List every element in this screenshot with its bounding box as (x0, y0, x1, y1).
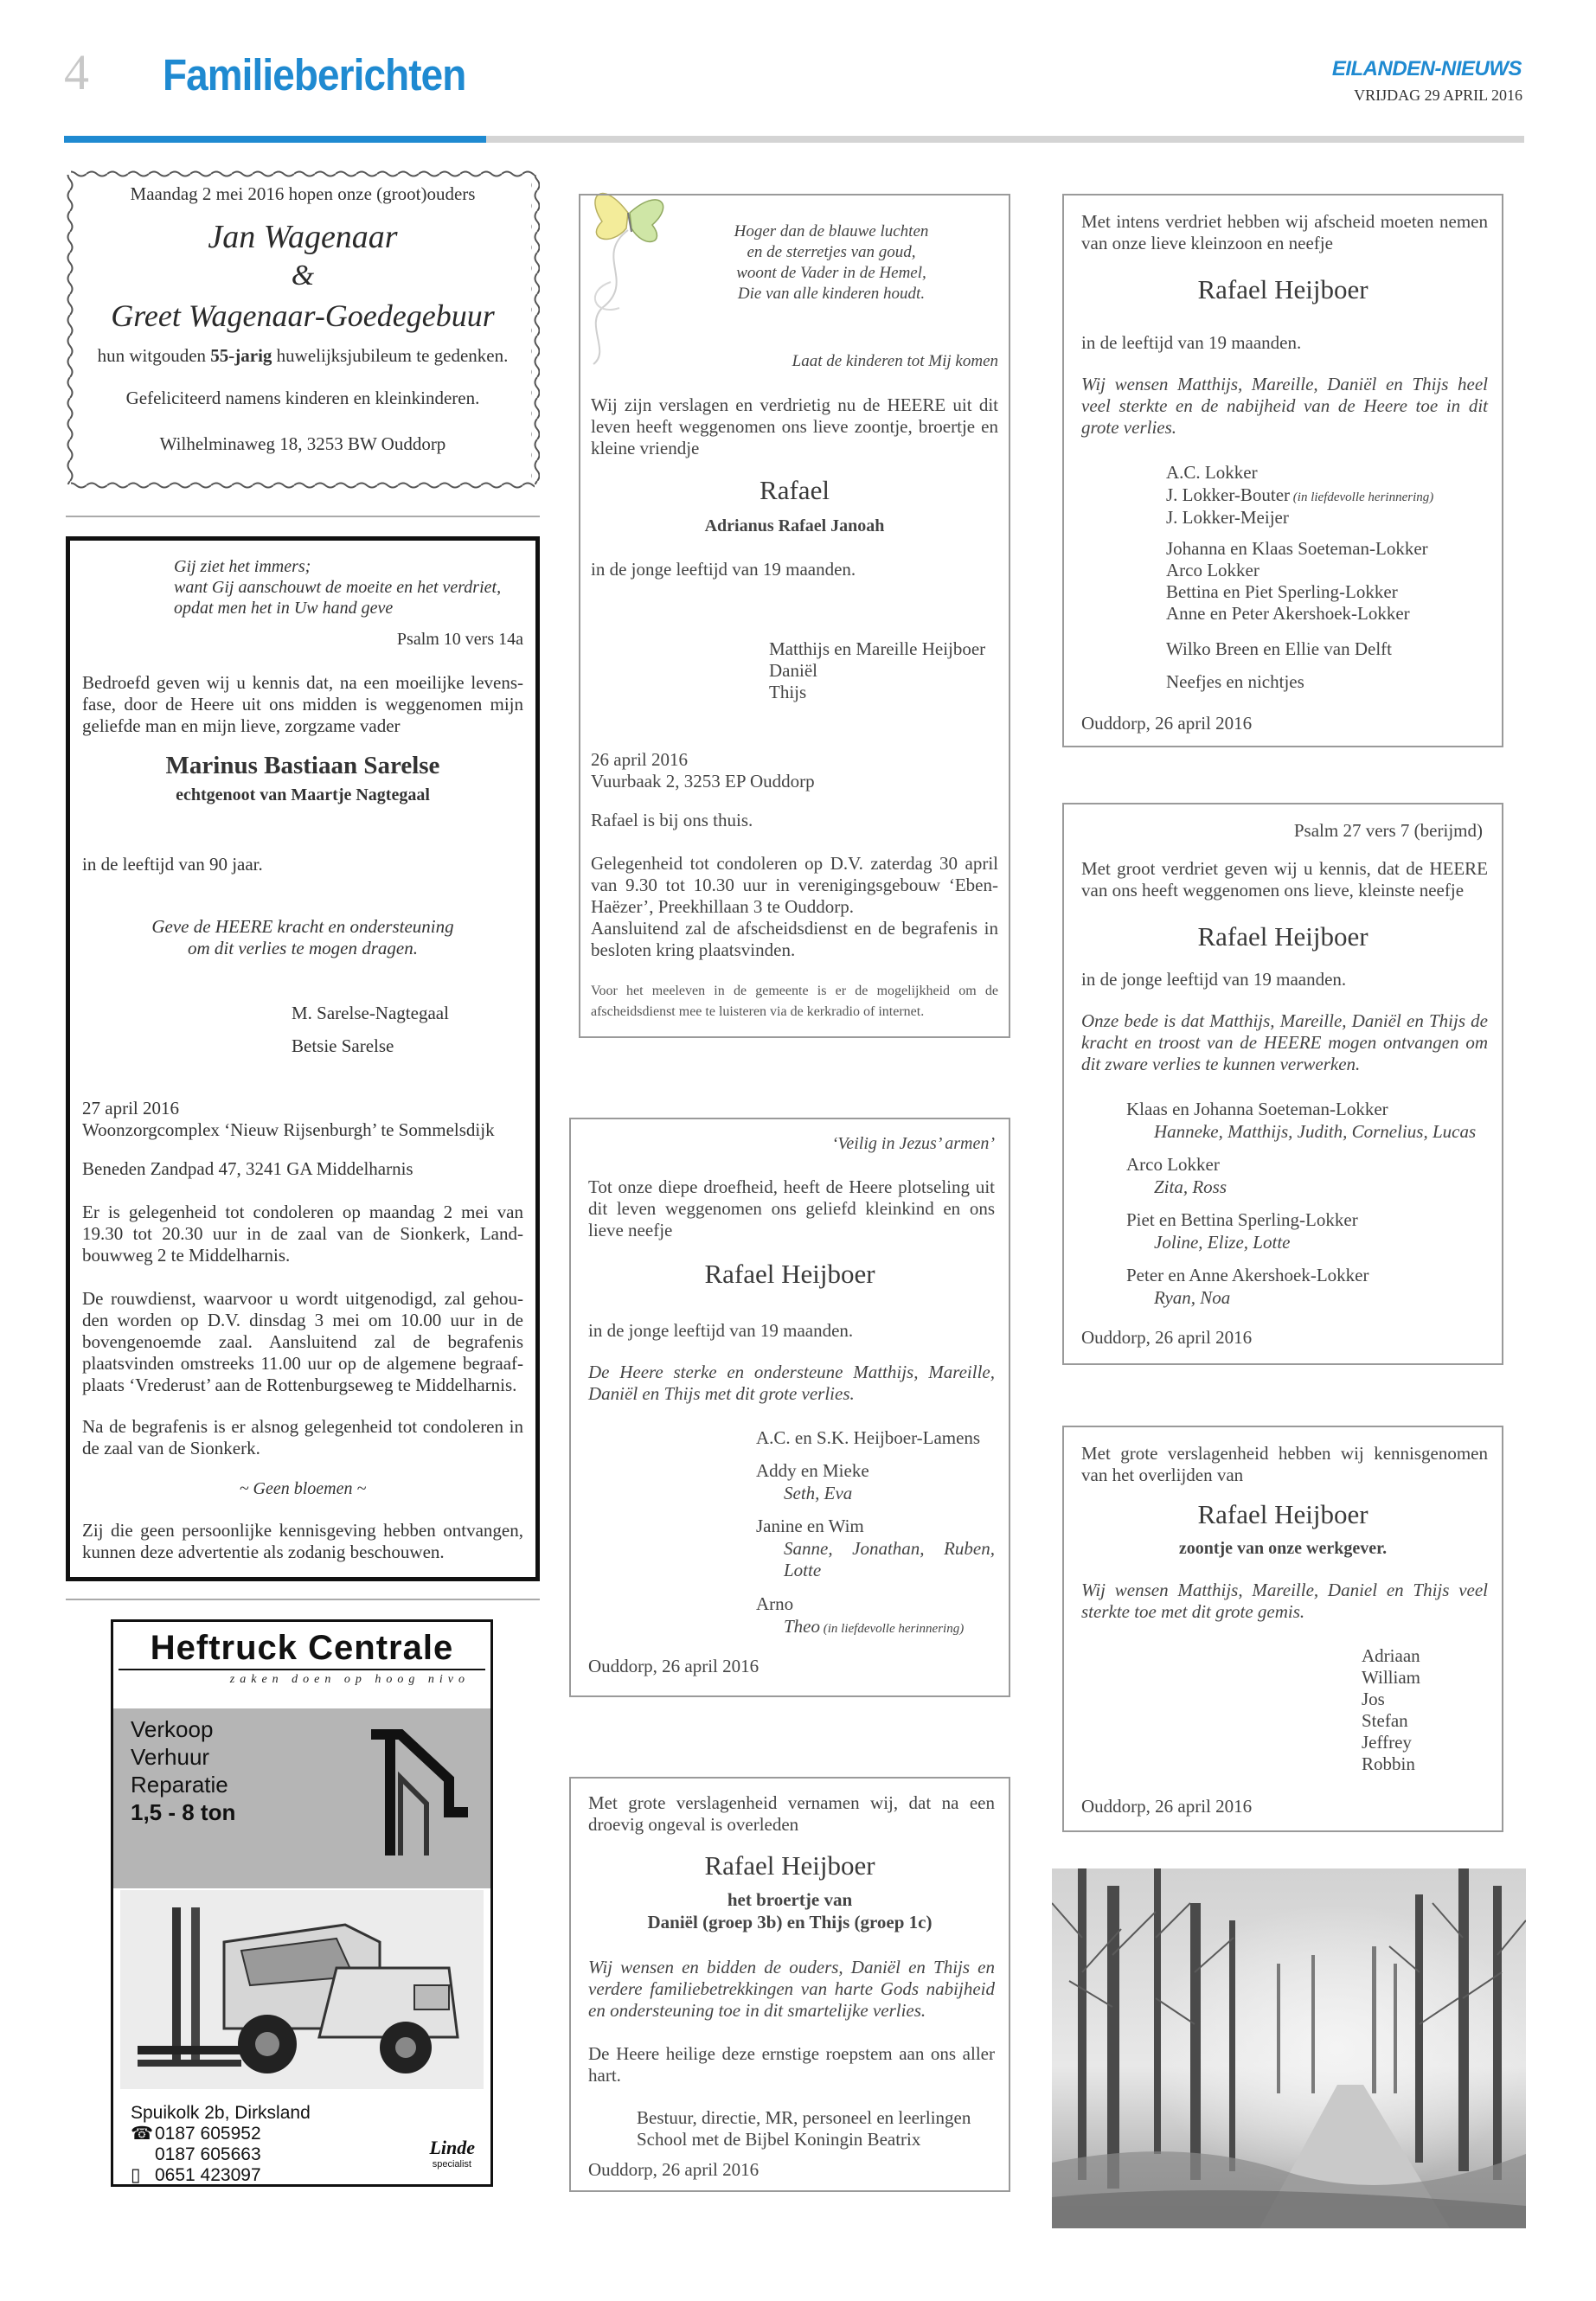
forklift-icon (120, 1890, 484, 2089)
rafael-psalm-announcement (1062, 803, 1503, 1365)
lokker-g4: Neefjes en nichtjes (1166, 671, 1304, 692)
anniversary-ampersand: & (291, 260, 315, 292)
heijboer-name: Rafael Heijboer (704, 1259, 875, 1289)
header-rule-blue (64, 136, 486, 143)
parents-name: Rafael (760, 475, 830, 505)
service-capacity: 1,5 - 8 ton (131, 1799, 236, 1825)
winter-trees-photo (1052, 1868, 1526, 2228)
psalm-f2-kids: Zita, Ross (1154, 1176, 1227, 1197)
lokker-place-date: Ouddorp, 26 april 2016 (1081, 713, 1253, 734)
rafael-school-announcement (569, 1777, 1010, 2192)
parents-poem: Hoger dan de blauwe luchten en de sterretjes van goud, woont de Vader in de Hemel, Die van alle kinderen houdt. (734, 222, 929, 303)
parents-note: Voor het meeleven in de gemeente is er de mogelijkheid om de afscheidsdienst mee te luisteren via de kerkradio of internet. (591, 984, 998, 1019)
lokker-g1-c: J. Lokker-Meijer (1166, 507, 1289, 528)
sarelse-no-flowers: ~ Geen bloemen ~ (239, 1479, 367, 1498)
lokker-g1-b: J. Lokker-Bouter (1166, 484, 1291, 505)
heftruck-tagline: zaken doen op hoog nivo (229, 1673, 470, 1686)
psalm-f1-kids: Hanneke, Matthijs, Judith, Cornelius, Lucas (1154, 1121, 1477, 1142)
paper-name-logo: EILANDEN-NIEUWS (1331, 57, 1522, 80)
employer-intro: Met grote verslagenheid hebben wij kennisgenomen van het overlijden van (1081, 1443, 1488, 1485)
psalm-age: in de jonge leeftijd van 19 maanden. (1081, 969, 1347, 990)
column-divider (66, 516, 540, 517)
jubilee-years: 55-jarig (210, 345, 272, 366)
parents-intro: Wij zijn verslagen en verdrietig nu de HEERE uit dit leven heeft weggenomen ons lieve zoontje, broertje en kleine vriendje (591, 394, 998, 458)
psalm-place-date: Ouddorp, 26 april 2016 (1081, 1327, 1253, 1348)
service-sales: Verkoop (131, 1716, 214, 1742)
linde-brand-logo: Linde (429, 2137, 475, 2158)
anniversary-intro: Maandag 2 mei 2016 hopen onze (groot)ouders (130, 183, 476, 204)
rafael-parents-announcement (579, 194, 1010, 1038)
mobile-number: 0651 423097 (155, 2165, 261, 2185)
mobile-line[interactable] (131, 2165, 261, 2186)
sarelse-intro: Bedroefd geven wij u kennis dat, na een moeilijke levens-fase, door de Heere uit ons midden is weggenomen mijn geliefde man en mijn lieve, zorgzame vader (82, 672, 523, 736)
phone-2: 0187 605663 (155, 2144, 261, 2164)
sarelse-signature-1: M. Sarelse-Nagtegaal (292, 1003, 449, 1023)
psalm-f1: Klaas en Johanna Soeteman-Lokker (1126, 1099, 1388, 1119)
heijboer-sign-4-note: (in liefdevolle herinnering) (820, 1622, 965, 1636)
sarelse-verse-ref: Psalm 10 vers 14a (396, 630, 523, 649)
sarelse-age: in de leeftijd van 90 jaar. (82, 854, 263, 875)
school-place-date: Ouddorp, 26 april 2016 (588, 2159, 760, 2180)
heijboer-sign-3-kids: Sanne, Jonathan, Ruben, Lotte (784, 1538, 995, 1580)
heftruck-logo-shape (366, 1726, 470, 1864)
heijboer-sign-4-kid-line (784, 1616, 964, 1640)
psalm-verse: Psalm 27 vers 7 (berijmd) (1293, 820, 1483, 841)
school-sub-2: Daniël (groep 3b) en Thijs (groep 1c) (647, 1912, 933, 1932)
phone-line-2[interactable] (131, 2144, 261, 2165)
heijboer-sign-2-kids: Seth, Eva (784, 1483, 853, 1503)
parents-verse: Laat de kinderen tot Mij komen (792, 352, 998, 370)
anniversary-congrats: Gefeliciteerd namens kinderen en kleinkinderen. (125, 388, 480, 408)
employer-names: Adriaan William Jos Stefan Jeffrey Robbin (1362, 1645, 1420, 1774)
section-title: Familieberichten (163, 50, 466, 99)
lokker-g3: Wilko Breen en Ellie van Delft (1166, 638, 1392, 659)
psalm-f3-kids: Joline, Elize, Lotte (1154, 1232, 1291, 1253)
school-prayer: De Heere heilige deze ernstige roepstem aan ons aller hart. (588, 2043, 995, 2086)
parents-fullname: Adrianus Rafael Janoah (704, 516, 885, 535)
psalm-f4-kids: Ryan, Noa (1154, 1287, 1231, 1308)
employer-place-date: Ouddorp, 26 april 2016 (1081, 1796, 1253, 1817)
sarelse-name: Marinus Bastiaan Sarelse (165, 752, 440, 779)
heijboer-wish: De Heere sterke en ondersteune Matthijs, Mareille, Daniël en Thijs met dit grote verlies. (588, 1362, 995, 1404)
jubilee-text-a: hun witgouden (97, 345, 211, 366)
heijboer-motto: ‘Veilig in Jezus’ armen’ (831, 1134, 995, 1153)
page-number: 4 (64, 44, 89, 100)
lokker-g1-a: A.C. Lokker (1166, 462, 1258, 483)
header-rule-grey (486, 136, 1524, 143)
heijboer-sign-3: Janine en Wim (756, 1516, 864, 1536)
mobile-phone-icon: ▯ (131, 2165, 141, 2185)
employer-wish: Wij wensen Matthijs, Mareille, Daniel en Thijs veel sterkte toe met dit grote gemis. (1081, 1580, 1488, 1622)
rafael-employer-announcement (1062, 1426, 1503, 1832)
rafael-grandparents-heijboer (569, 1118, 1010, 1697)
anniversary-announcement (78, 182, 528, 455)
anniversary-jubilee-line (78, 345, 528, 367)
sarelse-closing: Zij die geen persoonlijke kennisgeving hebben ontvangen, kunnen deze advertentie als zodanig beschouwen. (82, 1520, 523, 1562)
anniversary-address: Wilhelminaweg 18, 3253 BW Ouddorp (159, 433, 446, 454)
sarelse-subtitle: echtgenoot van Maartje Nagtegaal (176, 785, 430, 804)
heijboer-place-date: Ouddorp, 26 april 2016 (588, 1656, 760, 1676)
sarelse-condolence: Er is gelegenheid tot condoleren op maandag 2 mei van 19.30 tot 20.30 uur in de zaal van de Sionkerk, Land-bouwweg 2 te Middelharnis. (82, 1202, 523, 1266)
psalm-f3: Piet en Bettina Sperling-Lokker (1126, 1209, 1358, 1230)
lokker-intro: Met intens verdriet hebben wij afscheid moeten nemen van onze lieve kleinzoon en neefje (1081, 211, 1488, 253)
sarelse-date-place: 27 april 2016 Woonzorgcomplex ‘Nieuw Rijsenburgh’ te Sommelsdijk (82, 1098, 495, 1140)
anniversary-name-2: Greet Wagenaar-Goedegebuur (111, 298, 495, 333)
psalm-f2: Arco Lokker (1126, 1154, 1220, 1175)
rafael-lokker-announcement (1062, 194, 1503, 747)
linde-brand-sub: specialist (432, 2159, 471, 2170)
psalm-intro: Met groot verdriet geven wij u kennis, dat de HEERE van ons heeft weggenomen ons lieve, kleinste neefje (1081, 858, 1488, 901)
heftruck-title-rule (119, 1669, 485, 1670)
sarelse-signature-2: Betsie Sarelse (292, 1035, 394, 1056)
heijboer-intro: Tot onze diepe droefheid, heeft de Heere plotseling uit dit leven weggenomen ons geliefd kleinkind en ons lieve neefje (588, 1176, 995, 1240)
parents-date-address: 26 april 2016 Vuurbaak 2, 3253 EP Ouddorp (591, 749, 815, 792)
lokker-g2: Johanna en Klaas Soeteman-Lokker Arco Lokker Bettina en Piet Sperling-Lokker Anne en Peter Akershoek-Lokker (1166, 538, 1428, 624)
parents-family: Matthijs en Mareille Heijboer Daniël Thijs (769, 638, 986, 702)
sarelse-service: De rouwdienst, waarvoor u wordt uitgenodigd, zal gehou-den worden op D.V. dinsdag 3 mei om 10.00 uur in de bovengenoemde zaal. Aansluitend zal de begrafenis plaatsvinden omstreeks 11.00 uur op de algemene begraaf-plaats ‘Vrederust’ aan de Rottenburgseweg te Middelharnis. (82, 1288, 523, 1395)
psalm-f4: Peter en Anne Akershoek-Lokker (1126, 1265, 1369, 1285)
heftruck-address: Spuikolk 2b, Dirksland (131, 2103, 311, 2123)
parents-at-home: Rafael is bij ons thuis. (591, 810, 753, 830)
service-rental: Verhuur (131, 1744, 210, 1770)
heijboer-sign-4-kid: Theo (784, 1616, 820, 1637)
heijboer-age: in de jonge leeftijd van 19 maanden. (588, 1320, 854, 1341)
lokker-g1-b-note: (in liefdevolle herinnering) (1290, 490, 1434, 504)
jubilee-text-b: huwelijksjubileum te gedenken. (272, 345, 509, 366)
school-signature: Bestuur, directie, MR, personeel en leerlingen School met de Bijbel Koningin Beatrix (637, 2107, 971, 2150)
heijboer-sign-2: Addy en Mieke (756, 1460, 869, 1481)
employer-name: Rafael Heijboer (1197, 1499, 1368, 1529)
psalm-name: Rafael Heijboer (1197, 921, 1368, 952)
lokker-g1-b-line (1166, 484, 1433, 509)
school-sub-1: het broertje van (727, 1889, 853, 1910)
employer-subtitle: zoontje van onze werkgever. (1178, 1539, 1388, 1558)
school-wish: Wij wensen en bidden de ouders, Daniël en Thijs en verdere familiebetrekkingen van harte Gods nabijheid en ondersteuning toe in dit smartelijke verlies. (588, 1957, 995, 2021)
heftruck-advertisement[interactable] (111, 1619, 493, 2187)
lokker-age: in de leeftijd van 19 maanden. (1081, 332, 1302, 353)
sarelse-wish: Geve de HEERE kracht en ondersteuning om dit verlies te mogen dragen. (151, 916, 454, 958)
psalm-prayer: Onze bede is dat Matthijs, Mareille, Daniël en Thijs de kracht en troost van de HEERE mogen ontvangen om dit zware verlies te kunnen verwerken. (1081, 1010, 1488, 1074)
sarelse-address: Beneden Zandpad 47, 3241 GA Middelharnis (82, 1158, 413, 1179)
school-intro: Met grote verslagenheid vernamen wij, dat na een droevig ongeval is overleden (588, 1792, 995, 1835)
sarelse-after: Na de begrafenis is er alsnog gelegenheid tot condoleren in de zaal van de Sionkerk. (82, 1416, 523, 1458)
phone-icon: ☎ (131, 2124, 154, 2144)
issue-date: VRIJDAG 29 APRIL 2016 (1354, 87, 1522, 104)
service-repair: Reparatie (131, 1772, 228, 1798)
phone-line-1[interactable] (131, 2124, 261, 2144)
school-name: Rafael Heijboer (704, 1850, 875, 1881)
sarelse-announcement (66, 536, 540, 1581)
parents-age: in de jonge leeftijd van 19 maanden. (591, 559, 856, 580)
phone-1: 0187 605952 (155, 2124, 261, 2144)
parents-condolence: Gelegenheid tot condoleren op D.V. zaterdag 30 april van 9.30 tot 10.30 uur in verenigingsgebouw ‘Eben-Haëzer’, Preekhillaan 3 te Ouddorp. Aansluitend zal de afscheidsdienst en de begrafenis in besloten kring plaatsvinden. (591, 853, 998, 960)
anniversary-name-1: Jan Wagenaar (208, 219, 398, 255)
heftruck-services (131, 1715, 235, 1826)
lokker-name: Rafael Heijboer (1197, 274, 1368, 304)
heijboer-sign-4: Arno (756, 1593, 794, 1614)
column-divider-2 (66, 1599, 540, 1600)
heftruck-title: Heftruck Centrale (150, 1629, 454, 1667)
heftruck-contact (131, 2124, 261, 2186)
lokker-wish: Wij wensen Matthijs, Mareille, Daniël en Thijs heel veel sterkte en de nabijheid van de Heere toe in dit grote verlies. (1081, 374, 1488, 438)
sarelse-verse: Gij ziet het immers; want Gij aanschouwt de moeite en het verdriet, opdat men het in Uw hand geve (174, 557, 502, 618)
heijboer-sign-1: A.C. en S.K. Heijboer-Lamens (756, 1427, 981, 1448)
